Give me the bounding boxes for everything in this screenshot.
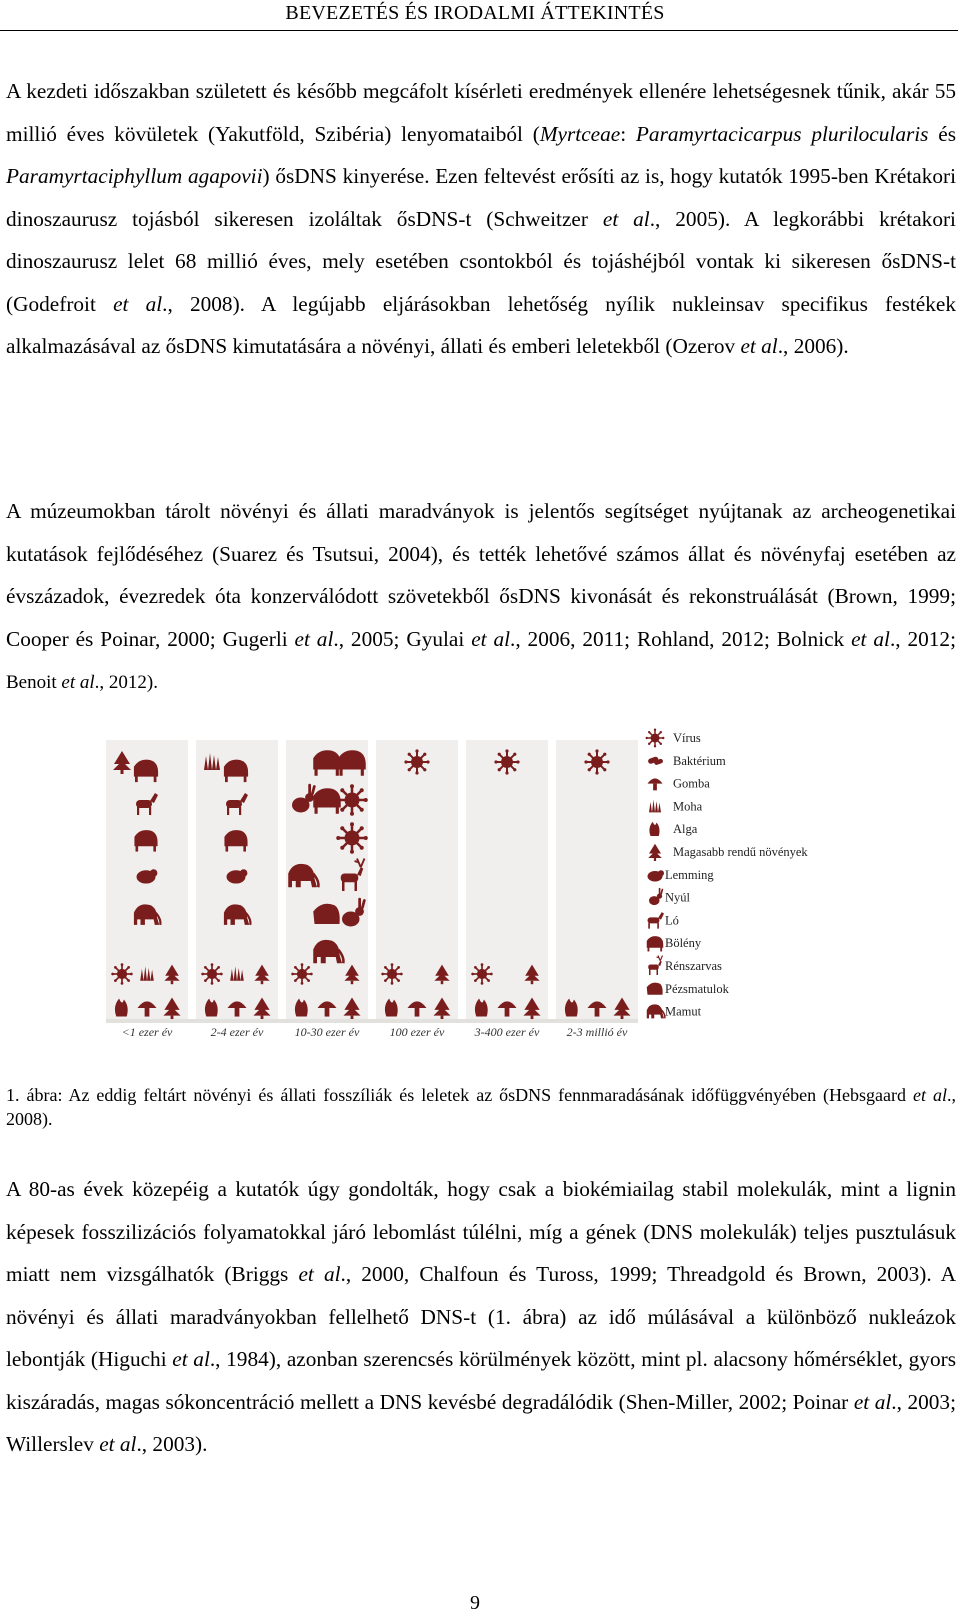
time-column xyxy=(556,740,638,1022)
figure-1 xyxy=(100,731,880,1080)
text-run: ., 2003). xyxy=(136,1432,208,1456)
virus-icon xyxy=(404,749,429,774)
column-label: 10-30 ezer év xyxy=(294,1025,360,1039)
legend-label: Alga xyxy=(673,822,698,837)
column-label: 2-3 millió év xyxy=(566,1025,628,1039)
et-al: et al xyxy=(298,1262,341,1286)
et-al: et al xyxy=(913,1085,947,1105)
legend-label: Rénszarvas xyxy=(665,959,722,973)
et-al: et al xyxy=(113,291,163,316)
et-al: et al xyxy=(740,334,778,358)
et-al: et al xyxy=(851,626,890,651)
legend-label: Bölény xyxy=(665,936,702,951)
text-run: A kezdeti időszakban született és később megcáfolt kísérleti eredmények ellenére lehetségesnek tűnik, akár 55 millió éves kövületek (Yakutföld, Szibéria) lenyomataiból ( xyxy=(6,79,956,146)
text-run: A 80-as évek közepéig a kutatók úgy gondolták, hogy csak a biokémiailag stabil molekulák, mint a lignin képesek fosszilizációs folyamatokkal járó lebomlást túlélni, míg a gének (DNS molekulák) teljes pusztulásuk miatt nem vizsgálhatók (Briggs xyxy=(6,1177,956,1286)
hare-icon xyxy=(649,888,663,905)
virus-icon xyxy=(291,963,312,984)
column-label: <1 ezer év xyxy=(121,1025,173,1039)
virus-icon xyxy=(471,963,492,984)
taxon-name: Myrtceae xyxy=(539,121,621,146)
text-run: ., 2012). xyxy=(94,672,158,693)
bacterium-icon xyxy=(647,756,663,766)
et-al: et al xyxy=(172,1347,210,1371)
bison-icon xyxy=(647,936,664,951)
text-run: ., 2006, 2011; Rohland, 2012; Bolnick xyxy=(510,626,852,651)
alga-icon xyxy=(649,822,659,836)
legend-label: Gomba xyxy=(673,776,710,791)
virus-icon xyxy=(111,963,132,984)
et-al: et al xyxy=(471,626,511,651)
virus-icon xyxy=(584,749,609,774)
virus-icon xyxy=(381,963,402,984)
column-label: 2-4 ezer év xyxy=(210,1025,264,1039)
virus-icon xyxy=(494,749,519,774)
mushroom-icon xyxy=(648,778,663,790)
text-run: ) ősDNS kinyerése. Ezen feltevést erősíti az is, hogy kutatók 1995-ben Krétakori dinoszaurusz tojásból sikeresen izoláltak ősDNS-t (Schweitzer xyxy=(6,164,956,231)
text-run: ., 2003; Willerslev xyxy=(6,1389,956,1456)
taxon-name: Paramyrtaciphyllum agapovii xyxy=(6,164,263,188)
figure-caption xyxy=(6,1083,956,1131)
text-run: ., 2008). xyxy=(6,1085,956,1129)
virus-icon xyxy=(336,784,368,816)
paragraph-3 xyxy=(6,1168,956,1466)
virus-icon xyxy=(336,822,368,854)
legend-label: Magasabb rendű növények xyxy=(673,845,808,859)
taxon-name: Paramyrtacicarpus plurilocularis xyxy=(635,121,929,146)
running-head: BEVEZETÉS ÉS IRODALMI ÁTTEKINTÉS xyxy=(285,2,665,24)
legend-label: Moha xyxy=(673,799,703,814)
legend-label: Mamut xyxy=(665,1004,702,1019)
text-run: ., 2006). xyxy=(777,334,849,358)
horse-icon xyxy=(648,912,665,929)
text-run: és xyxy=(928,121,956,146)
moss-icon xyxy=(649,800,661,813)
page-number: 9 xyxy=(470,1592,480,1614)
reindeer-icon xyxy=(648,956,662,976)
text-run: ., 2005). A legkorábbi krétakori dinoszaurusz lelet 68 millió éves, mely esetében csontokból és tojáshéjból vontak ki sikeresen ősDNS-t (Godefroit xyxy=(6,206,956,316)
figure-illustration xyxy=(100,731,880,1080)
et-al: et al xyxy=(99,1432,137,1456)
text-run: ., 2012; xyxy=(889,626,956,651)
plant-icon xyxy=(648,844,662,861)
muskox-icon xyxy=(647,983,663,995)
text-run: ., 2005; Gyulai xyxy=(333,626,472,651)
text-run: ., 2000, Chalfoun és Tuross, 1999; Threadgold és Brown, 2003). A növényi és állati maradványokban fellelhető DNS-t (1. ábra) az idő múlásával a különböző nukleázok lebontják (Higuchi xyxy=(6,1262,956,1371)
legend-label: Lemming xyxy=(665,867,714,882)
baseline-shadow xyxy=(106,1019,638,1023)
paragraph-1 xyxy=(6,70,956,368)
text-run: A múzeumokban tárolt növényi és állati maradványok is jelentős segítséget nyújtanak az archeogenetikai kutatások fejlődéséhez (Suarez és Tsutsui, 2004), és tették lehetővé számos állat és növényfaj esetében az évszázadok, évezredek óta konzerválódott szövetekből ősDNS kivonását és rekonstruálását (Brown, 1999; Cooper és Poinar, 2000; Gugerli xyxy=(6,499,956,651)
legend-label: Nyúl xyxy=(665,890,690,905)
column-label: 100 ezer év xyxy=(389,1025,445,1039)
et-al: et al xyxy=(853,1389,892,1414)
legend-label: Pézsmatulok xyxy=(665,981,729,996)
text-run: ., 1984), azonban szerencsés körülmények között, mint pl. alacsony hőmérséklet, gyors kiszáradás, magas sókoncentráció mellett a DNS kevésbé degradálódik (Shen-Miller, 2002; Poinar xyxy=(6,1347,956,1414)
legend-label: Vírus xyxy=(673,731,701,745)
legend-label: Baktérium xyxy=(673,753,726,768)
et-al: et al xyxy=(61,672,95,693)
header-rule xyxy=(0,30,958,31)
virus-icon xyxy=(201,963,222,984)
virus-icon xyxy=(646,729,665,748)
legend-label: Ló xyxy=(665,913,679,928)
lemming-icon xyxy=(648,870,665,881)
column-label: 3-400 ezer év xyxy=(474,1025,540,1039)
et-al: et al xyxy=(294,626,334,651)
paragraph-2 xyxy=(6,490,956,705)
mammoth-icon xyxy=(647,1004,665,1018)
text-run: ., 2008). A legújabb eljárásokban lehetőség nyílik nukleinsav specifikus festékek alkalmazásával az ősDNS kimutatására a növényi, állati és emberi leletekből (Ozerov xyxy=(6,291,956,358)
text-run: Benoit xyxy=(6,672,62,693)
et-al: et al xyxy=(602,206,650,231)
text-run: 1. ábra: Az eddig feltárt növényi és állati fosszíliák és leletek az ősDNS fennmaradásának időfüggvényében (Hebsgaard xyxy=(6,1085,913,1105)
text-run: : xyxy=(620,121,636,146)
